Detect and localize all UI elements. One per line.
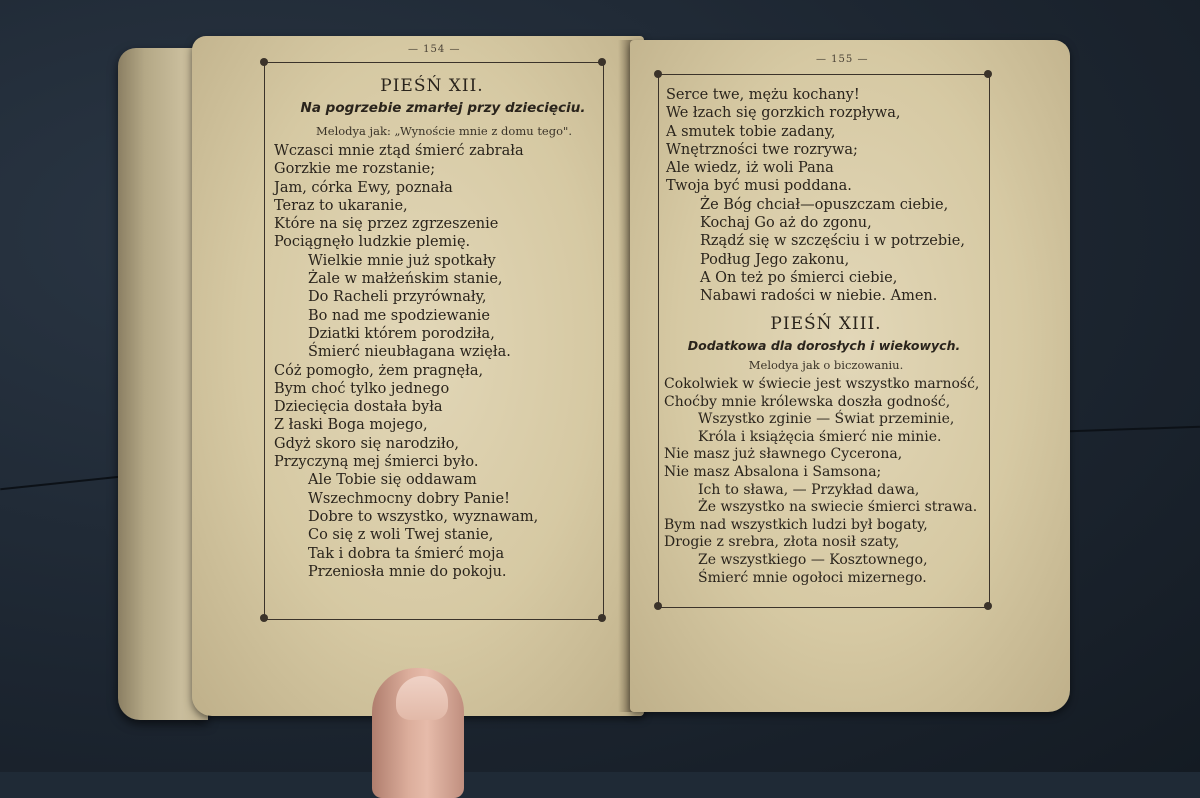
verse-line: Wszystko zginie — Świat przeminie, bbox=[698, 411, 955, 428]
verse-line: Że Bóg chciał—opuszczam ciebie, bbox=[700, 196, 949, 213]
verse-line: Wnętrzności twe rozrywa; bbox=[666, 141, 858, 158]
frame-corner-ornament bbox=[598, 58, 606, 66]
verse-line: A On też po śmierci ciebie, bbox=[700, 269, 898, 286]
verse-line: Żale w małżeńskim stanie, bbox=[308, 271, 503, 288]
left-page bbox=[192, 36, 644, 716]
verse-line: Pociągnęło ludzkie plemię. bbox=[274, 234, 471, 251]
song-title: PIEŚŃ XII. bbox=[380, 76, 484, 96]
right-page bbox=[630, 40, 1070, 712]
verse-line: Wielkie mnie już spotkały bbox=[308, 252, 496, 269]
verse-line: Teraz to ukaranie, bbox=[274, 197, 408, 214]
frame-corner-ornament bbox=[260, 58, 268, 66]
verse-line: Bym choć tylko jednego bbox=[274, 380, 450, 397]
verse-block bbox=[664, 376, 979, 587]
verse-line: Bo nad me spodziewanie bbox=[308, 307, 491, 324]
verse-line: Bym nad wszystkich ludzi był bogaty, bbox=[664, 516, 928, 533]
verse-line: Dobre to wszystko, wyznawam, bbox=[308, 508, 539, 525]
verse-line: Podług Jego zakonu, bbox=[700, 251, 850, 268]
frame-corner-ornament bbox=[984, 602, 992, 610]
verse-line: A smutek tobie zadany, bbox=[666, 123, 836, 140]
verse-line: Dziecięcia dostała była bbox=[274, 399, 443, 416]
verse-line: Wszechmocny dobry Panie! bbox=[308, 490, 510, 507]
verse-line: Śmierć mnie ogołoci mizernego. bbox=[698, 569, 927, 586]
page-number: — 155 — bbox=[816, 54, 869, 65]
frame-corner-ornament bbox=[654, 70, 662, 78]
verse-line: Śmierć nieubłagana wzięła. bbox=[308, 344, 511, 361]
frame-corner-ornament bbox=[654, 602, 662, 610]
verse-line: Ale Tobie się oddawam bbox=[308, 472, 477, 489]
verse-line: Co się z woli Twej stanie, bbox=[308, 527, 494, 544]
verse-block bbox=[666, 86, 965, 306]
melody-note: Melodya jak o biczowaniu. bbox=[748, 358, 904, 372]
song-subtitle: Dodatkowa dla dorosłych i wiekowych. bbox=[687, 338, 961, 353]
verse-line: Z łaski Boga mojego, bbox=[274, 417, 428, 434]
verse-line: Tak i dobra ta śmierć moja bbox=[308, 545, 505, 562]
verse-line: Cokolwiek w świecie jest wszystko marność, bbox=[664, 376, 980, 392]
verse-line: Króla i książęcia śmierć nie minie. bbox=[698, 428, 942, 445]
verse-line: Przyczyną mej śmierci było. bbox=[274, 454, 479, 471]
verse-line: Nie masz Absalona i Samsona; bbox=[664, 463, 882, 480]
verse-line: Dziatki którem porodziła, bbox=[308, 325, 495, 342]
verse-line: Wczasci mnie ztąd śmierć zabrała bbox=[274, 143, 524, 159]
frame-corner-ornament bbox=[984, 70, 992, 78]
verse-line: Które na się przez zgrzeszenie bbox=[274, 216, 499, 233]
verse-line: Gdyż skoro się narodziło, bbox=[274, 435, 460, 452]
verse-line: Kochaj Go aż do zgonu, bbox=[700, 215, 872, 232]
thumbnail bbox=[396, 676, 448, 720]
page-number: — 154 — bbox=[408, 44, 461, 55]
verse-line: Jam, córka Ewy, poznała bbox=[274, 179, 453, 196]
verse-line: Ze wszystkiego — Kosztownego, bbox=[698, 551, 928, 568]
verse-line: Nabawi radości w niebie. Amen. bbox=[700, 288, 938, 305]
melody-note: Melodya jak: „Wynoście mnie z domu tego". bbox=[316, 124, 572, 138]
verse-line: Serce twe, mężu kochany! bbox=[666, 87, 860, 103]
verse-line: Ale wiedz, iż woli Pana bbox=[666, 160, 834, 177]
verse-line: Choćby mnie królewska doszła godność, bbox=[664, 393, 951, 410]
verse-line: Przeniosła mnie do pokoju. bbox=[308, 563, 507, 580]
verse-line: Cóż pomogło, żem pragnęła, bbox=[274, 362, 484, 379]
verse-line: Do Racheli przyrównały, bbox=[308, 289, 487, 306]
verse-line: Drogie z srebra, złota nosił szaty, bbox=[664, 534, 900, 551]
frame-corner-ornament bbox=[598, 614, 606, 622]
verse-line: Nie masz już sławnego Cycerona, bbox=[664, 446, 903, 463]
verse-line: Gorzkie me rozstanie; bbox=[274, 161, 436, 178]
verse-line: Rządź się w szczęściu i w potrzebie, bbox=[700, 233, 965, 250]
song-title: PIEŚŃ XIII. bbox=[770, 314, 882, 334]
verse-line: Że wszystko na swiecie śmierci strawa. bbox=[698, 499, 978, 516]
frame-corner-ornament bbox=[260, 614, 268, 622]
verse-block bbox=[274, 142, 538, 581]
song-subtitle: Na pogrzebie zmarłej przy dziecięciu. bbox=[300, 100, 586, 116]
verse-line: Ich to sława, — Przykład dawa, bbox=[698, 481, 920, 498]
verse-line: We łzach się gorzkich rozpływa, bbox=[666, 105, 901, 122]
verse-line: Twoja być musi poddana. bbox=[666, 178, 852, 195]
open-book bbox=[118, 30, 1078, 730]
